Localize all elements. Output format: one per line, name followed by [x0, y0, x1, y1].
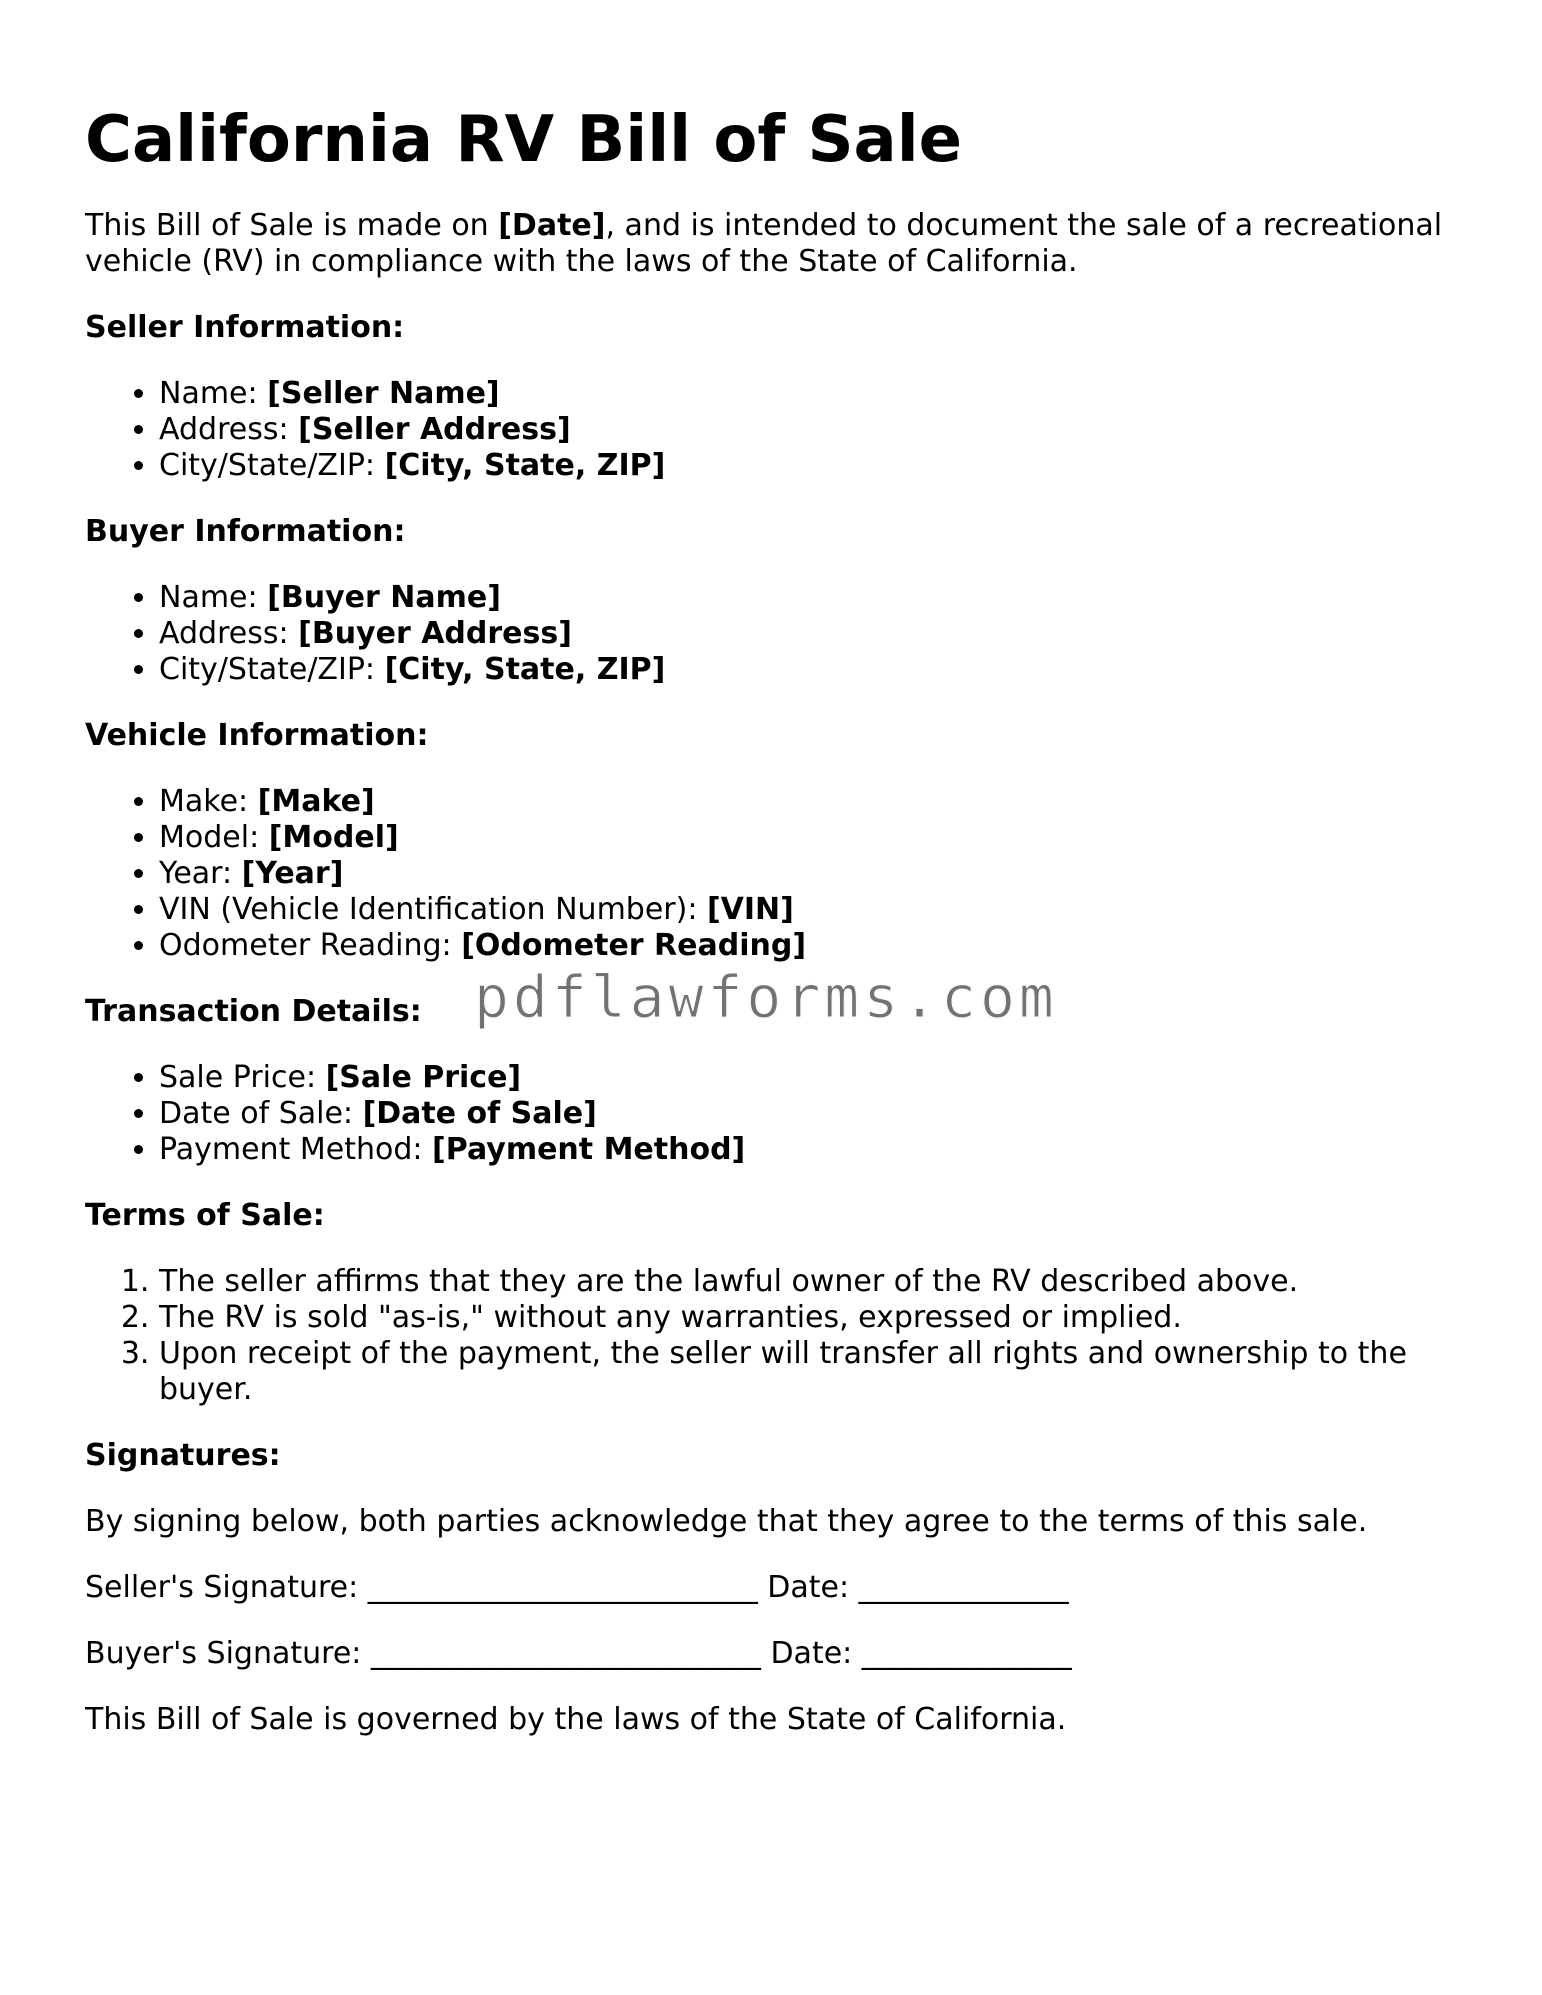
- item-value: [Model]: [268, 820, 399, 855]
- item-value: [Odometer Reading]: [461, 928, 807, 963]
- item-label: Name:: [159, 376, 268, 411]
- transaction-list: [85, 1060, 1465, 1168]
- item-label: Odometer Reading:: [159, 928, 462, 963]
- list-item: [159, 1132, 1465, 1168]
- list-item: [159, 820, 1465, 856]
- list-item: 3. Upon receipt of the payment, the seller will transfer all rights and ownership to the buyer.: [159, 1336, 1465, 1408]
- item-value: [Payment Method]: [432, 1132, 746, 1167]
- vehicle-heading: Vehicle Information:: [85, 718, 429, 753]
- transaction-heading: Transaction Details:: [85, 994, 422, 1029]
- list-item: [159, 1096, 1465, 1132]
- list-item: [159, 580, 1465, 616]
- signatures-heading: Signatures:: [85, 1438, 281, 1473]
- item-label: Date of Sale:: [159, 1096, 363, 1131]
- item-value: [Date of Sale]: [362, 1096, 597, 1131]
- intro-pre: This Bill of Sale is made on: [85, 208, 499, 243]
- item-value: [Buyer Name]: [267, 580, 501, 615]
- item-value: [Sale Price]: [325, 1060, 522, 1095]
- item-label: Address:: [159, 412, 299, 447]
- item-value: [Seller Name]: [267, 376, 500, 411]
- intro-paragraph: [85, 208, 1465, 280]
- item-value: [VIN]: [706, 892, 794, 927]
- list-item: [159, 1060, 1465, 1096]
- item-label: City/State/ZIP:: [159, 652, 385, 687]
- list-item: [159, 616, 1465, 652]
- list-item: [159, 412, 1465, 448]
- list-item: [159, 928, 1465, 964]
- terms-list: [85, 1264, 1465, 1408]
- list-item: [159, 376, 1465, 412]
- list-item: [159, 652, 1465, 688]
- buyer-heading: Buyer Information:: [85, 514, 406, 549]
- document-body: [85, 100, 1465, 1768]
- list-item: 1. The seller affirms that they are the lawful owner of the RV described above.: [159, 1264, 1465, 1300]
- buyer-signature-line: Buyer's Signature: __________________________ Date: ______________: [85, 1636, 1072, 1671]
- intro-date-field: [Date]: [498, 208, 606, 243]
- item-value: [City, State, ZIP]: [384, 448, 666, 483]
- item-label: City/State/ZIP:: [159, 448, 385, 483]
- watermark-text: pdflawforms.com: [474, 963, 1058, 1031]
- seller-list: [85, 376, 1465, 484]
- item-value: [City, State, ZIP]: [384, 652, 666, 687]
- list-item: [159, 856, 1465, 892]
- list-item: [159, 448, 1465, 484]
- item-value: [Seller Address]: [298, 412, 571, 447]
- closing-statement: This Bill of Sale is governed by the laws of the State of California.: [85, 1702, 1067, 1737]
- list-item: 2. The RV is sold "as-is," without any warranties, expressed or implied.: [159, 1300, 1465, 1336]
- item-label: Year:: [159, 856, 242, 891]
- signatures-statement: By signing below, both parties acknowledge that they agree to the terms of this sale.: [85, 1504, 1368, 1539]
- item-label: Payment Method:: [159, 1132, 433, 1167]
- item-label: Name:: [159, 580, 268, 615]
- item-label: Address:: [159, 616, 299, 651]
- item-label: Make:: [159, 784, 258, 819]
- item-label: Model:: [159, 820, 269, 855]
- intro-post: , and is intended to document the sale of a recreational vehicle (RV) in compliance with the laws of the State of California.: [85, 208, 1443, 279]
- document-title: California RV Bill of Sale: [85, 103, 963, 177]
- seller-heading: Seller Information:: [85, 310, 405, 345]
- seller-signature-line: Seller's Signature: __________________________ Date: ______________: [85, 1570, 1069, 1605]
- item-value: [Year]: [241, 856, 344, 891]
- list-item: [159, 892, 1465, 928]
- list-item: [159, 784, 1465, 820]
- item-value: [Buyer Address]: [298, 616, 572, 651]
- vehicle-list: [85, 784, 1465, 964]
- buyer-list: [85, 580, 1465, 688]
- item-label: VIN (Vehicle Identification Number):: [159, 892, 707, 927]
- terms-heading: Terms of Sale:: [85, 1198, 325, 1233]
- item-value: [Make]: [257, 784, 375, 819]
- item-label: Sale Price:: [159, 1060, 326, 1095]
